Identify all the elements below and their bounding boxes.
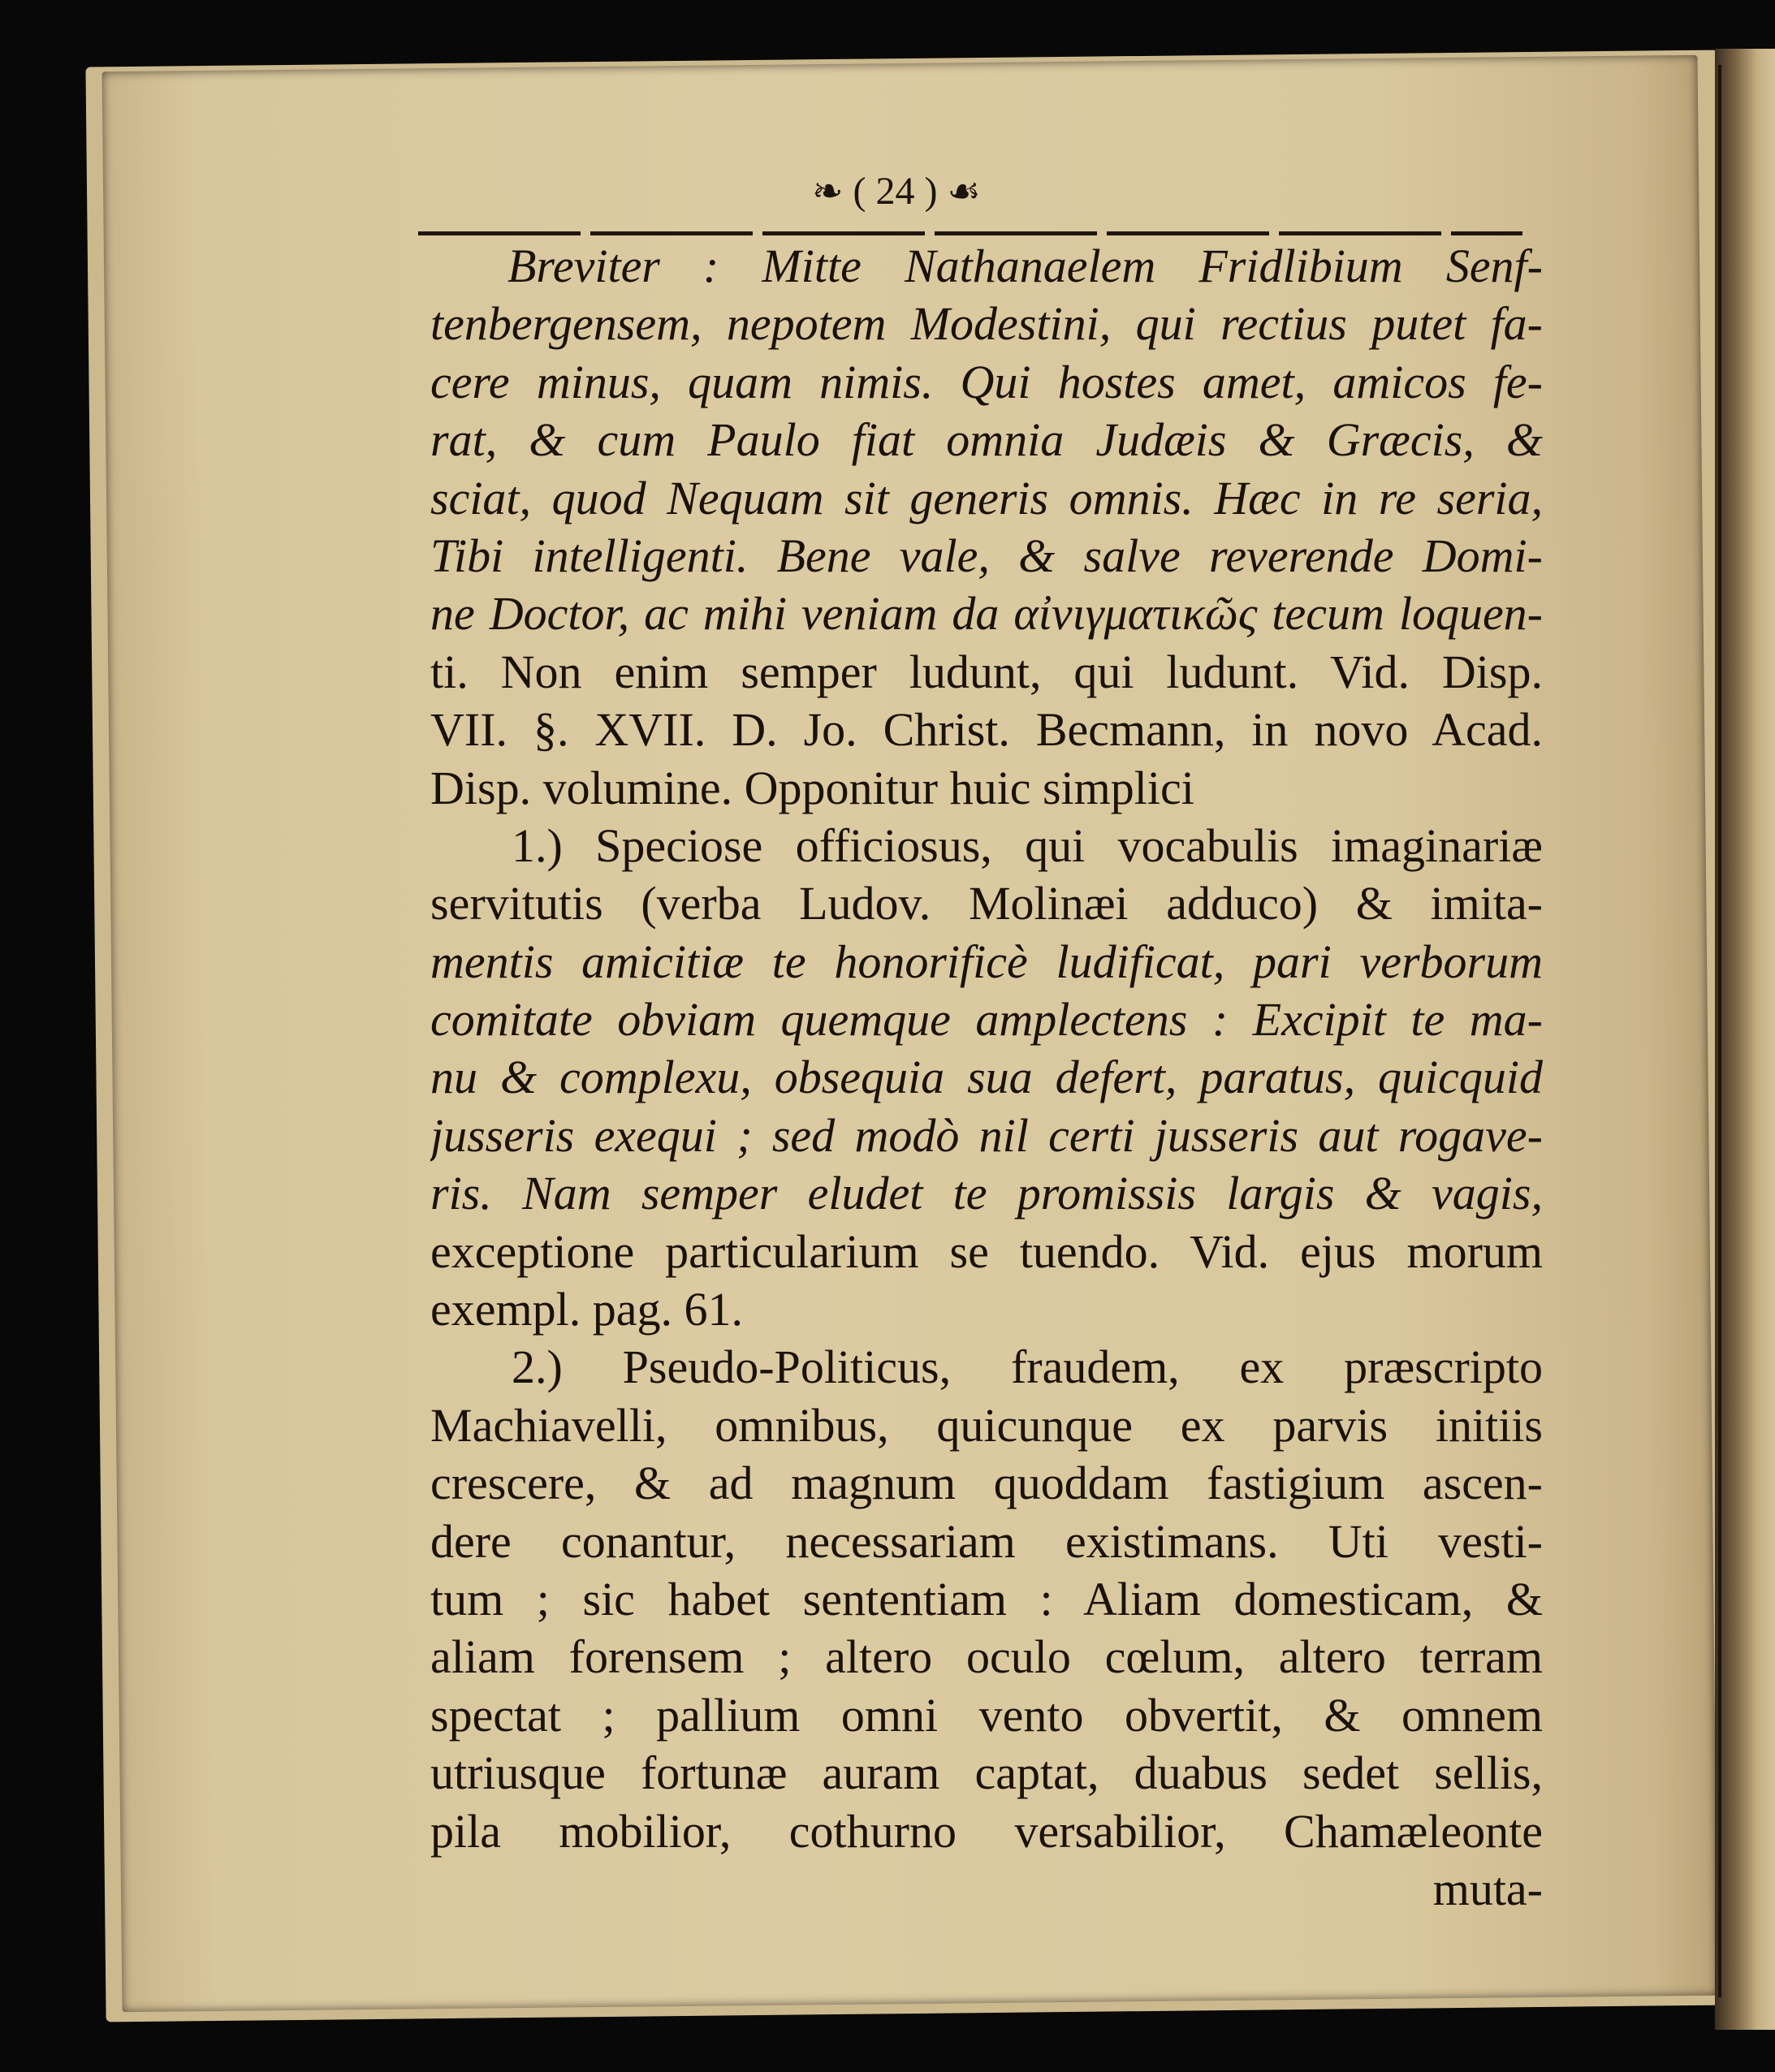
text-line: ne Doctor, ac mihi veniam da αἰνιγματικῶς tecum loquen- xyxy=(430,587,1543,641)
text-line: Breviter : Mitte Nathanaelem Fridlibium Senf- xyxy=(507,240,1543,292)
text-line: exempl. pag. 61. xyxy=(430,1283,743,1336)
left-ornament-icon: ❧ xyxy=(812,171,844,212)
text-line: VII. §. XVII. D. Jo. Christ. Becmann, in novo Acad. xyxy=(430,703,1543,757)
text-line: utriusque fortunæ auram captat, duabus sedet sellis, xyxy=(430,1746,1543,1800)
facing-page-gutter xyxy=(1715,49,1775,2030)
right-ornament-icon: ☙ xyxy=(947,171,981,212)
text-line: sciat, quod Nequam sit generis omnis. Hæc in re seria, xyxy=(430,471,1543,524)
running-head xyxy=(812,162,981,219)
text-line: rat, & cum Paulo fiat omnia Judæis & Græcis, & xyxy=(430,413,1543,467)
text-line: crescere, & ad magnum quoddam fastigium ascen- xyxy=(430,1457,1543,1510)
text-line: 2.) Pseudo-Politicus, fraudem, ex præscripto xyxy=(512,1340,1543,1394)
text-line: cere minus, quam nimis. Qui hostes amet, amicos fe- xyxy=(430,355,1543,408)
header-rule xyxy=(418,231,1522,235)
text-line: tum ; sic habet sententiam : Aliam domesticam, & xyxy=(430,1572,1543,1625)
text-line: servitutis (verba Ludov. Molinæi adduco) & imita- xyxy=(430,877,1543,930)
text-line: mentis amicitiæ te honorificè ludificat, pari verborum xyxy=(430,935,1543,988)
text-line: dere conantur, necessariam existimans. Uti vesti- xyxy=(430,1514,1543,1568)
catchword: muta- xyxy=(1432,1862,1543,1915)
text-line: 1.) Speciose officiosus, qui vocabulis imaginariæ xyxy=(512,818,1543,872)
text-line: pila mobilior, cothurno versabilior, Chamæleonte xyxy=(430,1804,1543,1858)
page-number: ( 24 ) xyxy=(853,169,938,213)
text-line: tenbergensem, nepotem Modestini, qui rectius putet fa- xyxy=(430,297,1543,351)
text-line: Machiavelli, omnibus, quicunque ex parvis initiis xyxy=(430,1398,1543,1452)
text-line: Disp. volumine. Opponitur huic simplici xyxy=(430,761,1194,814)
text-line: aliam forensem ; altero oculo cœlum, altero terram xyxy=(430,1630,1543,1684)
text-line: comitate obviam quemque amplectens : Excipit te ma- xyxy=(430,993,1543,1047)
text-line: spectat ; pallium omni vento obvertit, & omnem xyxy=(430,1688,1543,1742)
text-line: exceptione particularium se tuendo. Vid. ejus morum xyxy=(430,1224,1543,1278)
body-text xyxy=(430,237,1543,1918)
text-line: ris. Nam semper eludet te promissis largis & vagis, xyxy=(430,1167,1543,1220)
binding-line xyxy=(1718,65,1721,1997)
text-line: ti. Non enim semper ludunt, qui ludunt. Vid. Disp. xyxy=(430,645,1543,698)
text-line: jusseris exequi ; sed modò nil certi jusseris aut rogave- xyxy=(430,1108,1543,1162)
text-line: nu & complexu, obsequia sua defert, paratus, quicquid xyxy=(430,1051,1543,1104)
text-line: Tibi intelligenti. Bene vale, & salve reverende Domi- xyxy=(430,529,1543,582)
